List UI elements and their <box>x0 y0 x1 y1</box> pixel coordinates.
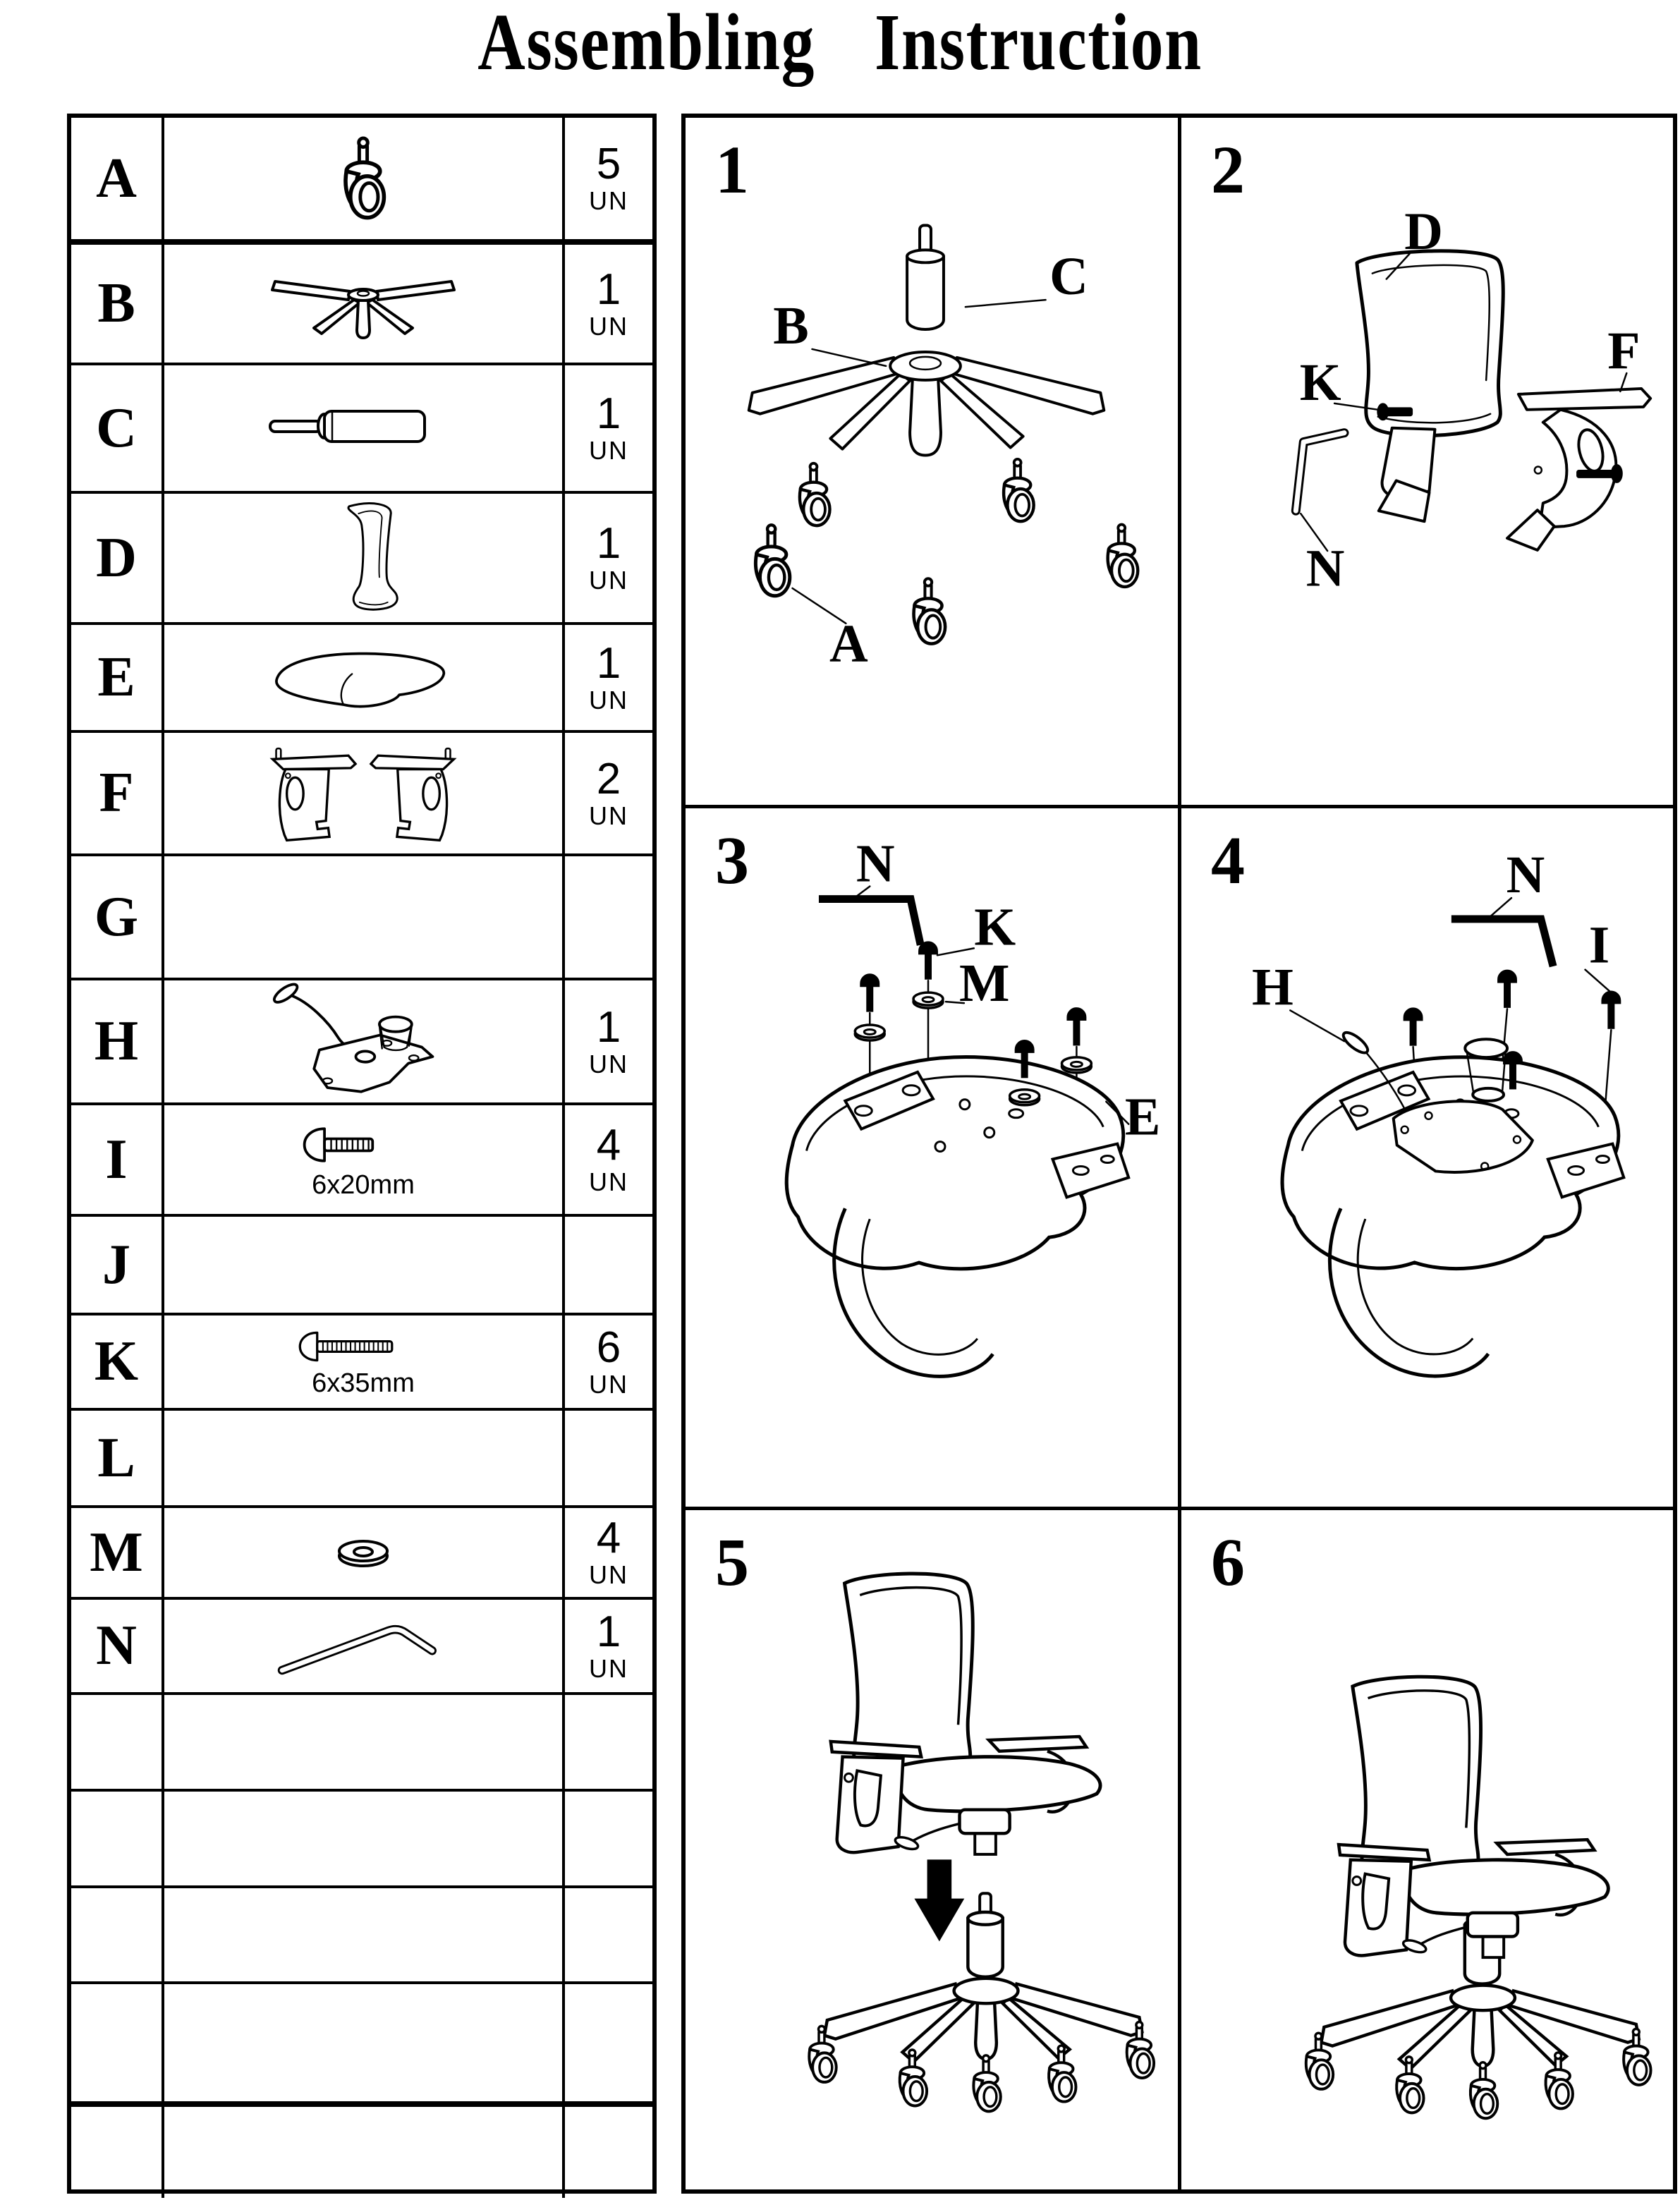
caster-wheel-illustration <box>164 118 562 239</box>
screw-6x35-illustration <box>164 1315 562 1408</box>
part-letter: F <box>71 733 164 853</box>
part-unit: UN <box>589 436 628 465</box>
part-qty: 1 <box>596 519 621 568</box>
part-letter: C <box>71 365 164 491</box>
gas-lift-drawing <box>257 393 469 463</box>
table-row-j <box>71 1214 652 1313</box>
table-row-h <box>71 978 652 1102</box>
qty-cell <box>562 856 652 978</box>
step-1-diagram <box>686 118 1178 805</box>
five-star-base-drawing <box>247 256 480 351</box>
part-letter: M <box>71 1508 164 1597</box>
seat-illustration <box>164 625 562 730</box>
qty-cell <box>562 1217 652 1313</box>
screw-6x35-drawing <box>272 1325 455 1368</box>
armrest-pair-drawing <box>240 734 487 853</box>
table-row-m <box>71 1505 652 1597</box>
part-letter: D <box>71 494 164 622</box>
step-number: 2 <box>1211 132 1245 207</box>
qty-cell <box>562 1600 652 1692</box>
table-row-g <box>71 853 652 978</box>
qty-cell <box>562 1411 652 1505</box>
part-unit: UN <box>589 311 628 341</box>
step-number: 3 <box>715 822 749 898</box>
part-qty: 5 <box>596 140 621 188</box>
step2-label-n: N <box>1305 539 1345 598</box>
part-letter: J <box>71 1217 164 1313</box>
step3-label-n: N <box>856 834 895 894</box>
step-3-diagram <box>686 808 1178 1507</box>
five-star-base-illustration <box>164 245 562 363</box>
step4-label-i: I <box>1588 916 1610 975</box>
qty-cell <box>562 118 652 239</box>
qty-cell <box>562 980 652 1102</box>
step-5-diagram <box>686 1510 1178 2189</box>
part-qty: 1 <box>596 389 621 438</box>
table-row-d <box>71 491 652 622</box>
part-letter: H <box>71 980 164 1102</box>
caster-wheel-drawing <box>321 126 406 231</box>
part-unit: UN <box>589 801 628 830</box>
table-row-l <box>71 1408 652 1505</box>
tilt-mechanism-illustration <box>164 980 562 1102</box>
table-row-e <box>71 622 652 730</box>
part-letter: E <box>71 625 164 730</box>
table-row-empty <box>71 1692 652 1789</box>
step1-label-a: A <box>829 614 868 674</box>
step3-label-e: E <box>1124 1087 1161 1147</box>
part-unit: UN <box>589 1049 628 1078</box>
washer-drawing <box>314 1524 413 1581</box>
part-qty: 2 <box>596 754 621 803</box>
washer-illustration <box>164 1508 562 1597</box>
screw-size-label: 6x20mm <box>312 1169 415 1200</box>
screw-6x20-drawing <box>279 1119 448 1170</box>
step4-label-n: N <box>1506 846 1545 905</box>
part-qty: 4 <box>596 1514 621 1562</box>
qty-cell <box>562 1315 652 1408</box>
part-letter: K <box>71 1315 164 1408</box>
part-qty: 4 <box>596 1121 621 1169</box>
part-letter: G <box>71 856 164 978</box>
qty-cell <box>562 1508 652 1597</box>
table-row-empty <box>71 1885 652 1981</box>
part-letter: I <box>71 1105 164 1214</box>
table-row-b <box>71 239 652 363</box>
part-letter: B <box>71 245 164 363</box>
part-qty: 6 <box>596 1323 621 1372</box>
table-row-i <box>71 1102 652 1214</box>
armrest-illustration <box>164 733 562 853</box>
screw-6x20-illustration <box>164 1105 562 1214</box>
backrest-illustration <box>164 494 562 622</box>
part-qty: 1 <box>596 265 621 314</box>
screw-size-label: 6x35mm <box>312 1368 415 1398</box>
gas-lift-illustration <box>164 365 562 491</box>
assembly-steps-grid <box>681 114 1677 2194</box>
part-qty: 1 <box>596 1607 621 1656</box>
step2-label-d: D <box>1404 202 1443 261</box>
part-unit: UN <box>589 685 628 715</box>
step-2-diagram <box>1181 118 1673 805</box>
step1-label-b: B <box>773 296 809 355</box>
step-panel-2 <box>1181 118 1673 808</box>
page-title: Assembling Instruction <box>477 0 1203 87</box>
step-panel-4 <box>1181 808 1673 1510</box>
qty-cell <box>562 365 652 491</box>
step-6-diagram <box>1181 1510 1673 2189</box>
part-qty: 1 <box>596 1002 621 1052</box>
backrest-drawing <box>289 498 437 618</box>
part-unit: UN <box>589 1653 628 1683</box>
part-unit: UN <box>589 186 628 215</box>
part-letter: L <box>71 1411 164 1505</box>
table-row-k <box>71 1313 652 1408</box>
qty-cell <box>562 1105 652 1214</box>
step1-label-c: C <box>1049 247 1088 307</box>
allen-key-illustration <box>164 1600 562 1692</box>
part-letter: N <box>71 1600 164 1692</box>
part-unit: UN <box>589 566 628 595</box>
step-number: 5 <box>715 1524 749 1600</box>
step-panel-3 <box>686 808 1181 1510</box>
table-row-n <box>71 1597 652 1692</box>
qty-cell <box>562 245 652 363</box>
step-number: 6 <box>1211 1524 1245 1600</box>
step3-label-k: K <box>974 897 1016 957</box>
tilt-mechanism-drawing <box>247 981 480 1102</box>
parts-table <box>67 114 657 2194</box>
down-arrow <box>915 1860 963 1941</box>
step-panel-5 <box>686 1510 1181 2189</box>
step-panel-6 <box>1181 1510 1673 2189</box>
step-4-diagram <box>1181 808 1673 1507</box>
table-row-a <box>71 118 652 239</box>
table-row-empty <box>71 2101 652 2198</box>
step-number: 1 <box>715 132 749 207</box>
step-panel-1 <box>686 118 1181 808</box>
qty-cell <box>562 733 652 853</box>
seat-drawing <box>250 632 476 724</box>
table-row-f <box>71 730 652 853</box>
allen-key-drawing <box>257 1605 469 1687</box>
step4-label-h: H <box>1252 958 1294 1017</box>
step2-label-f: F <box>1607 322 1641 381</box>
part-letter: A <box>71 118 164 239</box>
part-unit: UN <box>589 1369 628 1399</box>
table-row-empty <box>71 1789 652 1885</box>
qty-cell <box>562 494 652 622</box>
step2-label-k: K <box>1299 353 1341 412</box>
part-qty: 1 <box>596 638 621 688</box>
part-unit: UN <box>589 1560 628 1589</box>
step3-label-m: M <box>959 954 1010 1014</box>
qty-cell <box>562 625 652 730</box>
table-row-empty <box>71 1981 652 2101</box>
step-number: 4 <box>1211 822 1245 898</box>
part-unit: UN <box>589 1167 628 1196</box>
table-row-c <box>71 363 652 491</box>
